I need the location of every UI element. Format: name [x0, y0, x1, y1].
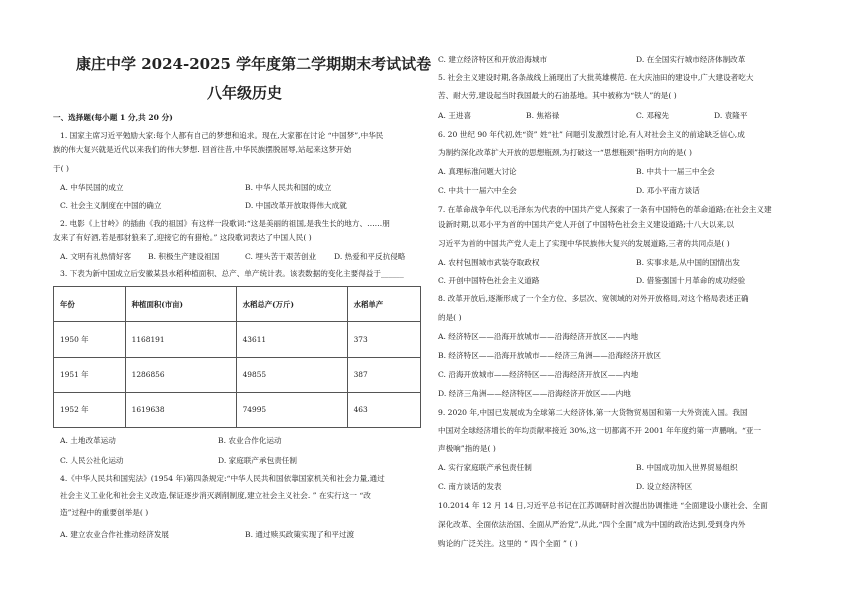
answer-option: B. 中国成功加入世界贸易组织	[636, 463, 738, 472]
question-line: 的是( )	[438, 313, 462, 322]
table-row	[54, 392, 421, 427]
answer-option: D. 热爱和平反抗侵略	[334, 252, 406, 261]
answer-option: B. 焦裕禄	[526, 111, 560, 120]
answer-option: D. 家庭联产承包责任制	[218, 456, 297, 465]
question-line: 10.2014 年 12 月 14 日,习近平总书记在江苏调研时首次提出协调推进 “全面建设小康社会、全面	[438, 501, 768, 510]
question-line: 4.《中华人民共和国宪法》(1954 年)第四条规定:“中华人民共和国依靠国家机关和社会力量,通过	[60, 474, 385, 483]
table-cell: 1951 年	[54, 357, 126, 392]
answer-option: C. 建立经济特区和开放沿海城市	[438, 55, 548, 64]
answer-option: B. 中华人民共和国的成立	[245, 183, 332, 192]
answer-option: A. 真理标准问题大讨论	[438, 167, 517, 176]
question-line: 设新时期,以邓小平为首的中国共产党人开创了中国特色社会主义建设道路;十八大以来,以	[438, 220, 734, 229]
question-line: 中国对全球经济增长的年均贡献率接近 30%,这一切都离不开 2001 年年度约第一声鹏响。“亚一	[438, 426, 762, 435]
answer-option: C. 沿海开放城市——经济特区——沿海经济开放区——内地	[438, 370, 639, 379]
table-row	[54, 322, 421, 357]
question-line: 社会主义工业化和社会主义改造,保证逐步消灭剥削制度,建立社会主义社会. ” 在实行这一 “改	[60, 491, 371, 500]
question-line: 6. 20 世纪 90 年代初,姓“资” 姓“社” 问题引发激烈讨论,有人对社会主义的前途缺乏信心,成	[438, 130, 745, 139]
answer-option: C. 中共十一届六中全会	[438, 186, 517, 195]
answer-option: A. 建立农业合作社推动经济发展	[60, 530, 170, 539]
answer-option: C. 社会主义制度在中国的确立	[60, 201, 162, 210]
question-line: 于( )	[53, 164, 69, 173]
table-cell: 43611	[236, 322, 347, 357]
answer-option: D. 在全国实行城市经济体制改革	[636, 55, 746, 64]
table-cell: 373	[347, 322, 420, 357]
question-line: 1. 国家主席习近平勉励大家:每个人都有自己的梦想和追求。现在,大家都在讨论 “中国梦”,中华民	[60, 131, 384, 140]
answer-option: C. 人民公社化运动	[60, 456, 124, 465]
table-cell: 49855	[236, 357, 347, 392]
question-line: 7. 在革命战争年代,以毛泽东为代表的中国共产党人探索了一条有中国特色的革命道路;在社会主义建	[438, 205, 772, 214]
table-header-row	[54, 287, 421, 322]
answer-option: D. 袁隆平	[714, 111, 748, 120]
answer-option: D. 借鉴强国十月革命的成功经验	[636, 276, 746, 285]
question-line: 购论的广泛关注。这里的 “ 四个全面 ” ( )	[438, 539, 578, 548]
question-line: 3. 下表为新中国成立后安徽某县水稻种植面积、总产、单产统计表。该表数据的变化主要得益于______	[60, 269, 404, 278]
table-row	[54, 357, 421, 392]
table-cell: 463	[347, 392, 420, 427]
answer-option: D. 设立经济特区	[636, 482, 693, 491]
rice-statistics-table	[53, 286, 421, 428]
table-cell: 1286856	[125, 357, 236, 392]
table-cell: 1950 年	[54, 322, 126, 357]
answer-option: A. 农村包围城市武装夺取政权	[438, 258, 540, 267]
answer-option: A. 经济特区——沿海开放城市——沿海经济开放区——内地	[438, 332, 639, 341]
answer-option: B. 实事求是,从中国的国情出发	[636, 258, 740, 267]
question-line: 苦、耐大劳,建设起当时我国最大的石油基地。其中被称为“铁人”的是( )	[438, 91, 677, 100]
answer-option: B. 积极生产建设祖国	[148, 252, 220, 261]
answer-option: B. 中共十一届三中全会	[636, 167, 715, 176]
section-heading: 一、选择题(每小题 1 分,共 20 分)	[53, 113, 173, 122]
table-header: 种植面积(市亩)	[125, 287, 236, 322]
answer-option: D. 经济三角洲——经济特区——沿海经济开放区——内地	[438, 389, 631, 398]
answer-option: A. 王进喜	[438, 111, 472, 120]
question-line: 2. 电影《上甘岭》的插曲《我的祖国》有这样一段歌词:“这是美丽的祖国,是我生长的地方、……朋	[60, 219, 390, 228]
table-cell: 387	[347, 357, 420, 392]
answer-option: A. 土地改革运动	[60, 436, 116, 445]
answer-option: B. 经济特区——沿海开放城市——经济三角洲——沿海经济开放区	[438, 351, 662, 360]
question-line: 友来了有好酒,若是那豺狼来了,迎接它的有猎枪。” 这段歌词表达了中国人民( )	[53, 233, 312, 242]
question-line: 族的伟大复兴就是近代以来我们的伟大梦想. 回首往昔,中华民族摆脱屈辱,站起来这梦开始	[53, 145, 352, 154]
answer-option: C. 开创中国特色社会主义道路	[438, 276, 540, 285]
table-cell: 1168191	[125, 322, 236, 357]
exam-subtitle: 八年级历史	[207, 84, 283, 102]
answer-option: A. 实行家庭联产承包责任制	[438, 463, 532, 472]
answer-option: B. 农业合作化运动	[218, 436, 282, 445]
answer-option: C. 埋头苦干艰苦创业	[245, 252, 317, 261]
question-line: 9. 2020 年,中国已发展成为全球第二大经济体,第一大货物贸易国和第一大外资流入国。我国	[438, 408, 748, 417]
question-line: 习近平为首的中国共产党人走上了实现中华民族伟大复兴的发展道路,三者的共同点是( )	[438, 239, 730, 248]
table-header: 水稻单产	[347, 287, 420, 322]
answer-option: C. 南方谈话的发表	[438, 482, 502, 491]
table-header: 水稻总产(万斤)	[236, 287, 347, 322]
answer-option: B. 通过赎买政策实现了和平过渡	[245, 530, 355, 539]
table-cell: 74995	[236, 392, 347, 427]
question-line: 声极响”指的是( )	[438, 444, 496, 453]
question-line: 深化改革、全面依法治国、全面从严治党”,从此,“四个全面”成为中国的政治达到,受到身内外	[438, 520, 746, 529]
exam-title: 康庄中学 2024-2025 学年度第二学期期末考试试卷	[76, 55, 432, 73]
table-header: 年份	[54, 287, 126, 322]
question-line: 8. 改革开放后,逐渐形成了一个全方位、多层次、宽领域的对外开放格局,对这个格局表述正确	[438, 294, 749, 303]
question-line: 5. 社会主义建设时期,各条战线上涌现出了大批英雄模范. 在大庆油田的建设中,广大建设者吃大	[438, 73, 754, 82]
answer-option: C. 邓稼先	[636, 111, 670, 120]
question-line: 为制约深化改革扩大开放的思想瓶颈,为打破这一“思想瓶颈”指明方向的是( )	[438, 148, 692, 157]
question-line: 造”过程中的重要创举是( )	[60, 508, 149, 517]
answer-option: D. 中国改革开放取得伟大成就	[245, 201, 347, 210]
answer-option: D. 邓小平南方谈话	[636, 186, 700, 195]
answer-option: A. 文明有礼热情好客	[60, 252, 132, 261]
table-cell: 1952 年	[54, 392, 126, 427]
answer-option: A. 中华民国的成立	[60, 183, 124, 192]
table-cell: 1619638	[125, 392, 236, 427]
